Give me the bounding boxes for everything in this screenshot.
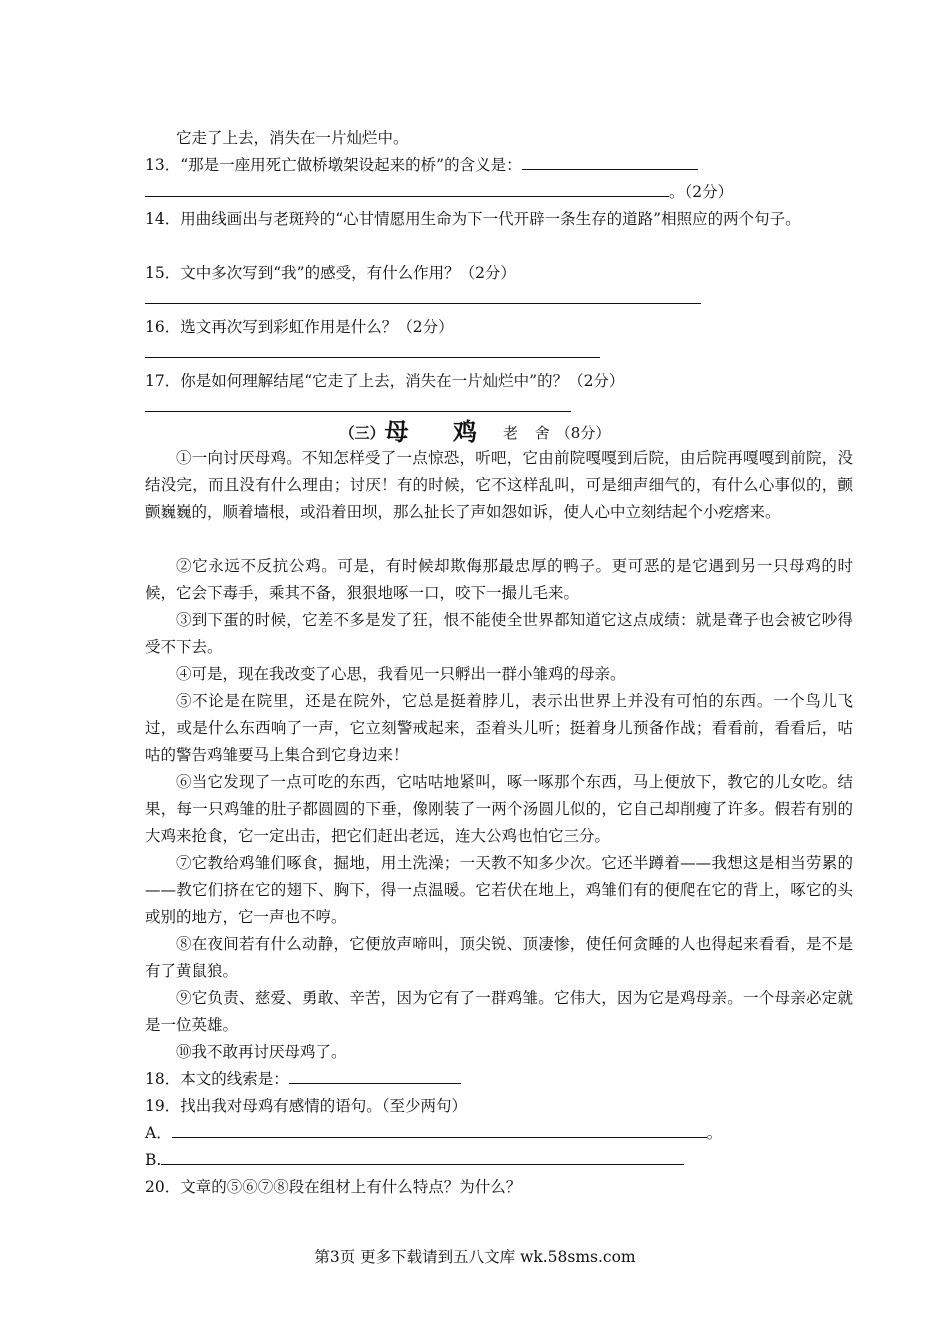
passage-paragraph-7: ⑦它教给鸡雏们啄食，掘地，用土洗澡；一天教不知多少次。它还半蹲着——我想这是相当劳累的——教它们挤在它的翅下、胸下，得一点温暖。它若伏在地上，鸡雏们有的便爬在它的背上，啄它的头或别的地方，它一声也不哼。 <box>145 854 853 926</box>
carry-over-line: 它走了上去，消失在一片灿烂中。 <box>176 129 409 147</box>
passage-paragraph-3: ③到下蛋的时候，它差不多是发了狂，恨不能使全世界都知道它这点成绩：就是聋子也会被它吵得受不下去。 <box>145 611 853 656</box>
section-title <box>0 417 950 448</box>
question-13-continuation <box>145 179 733 206</box>
passage-paragraph-2: ②它永远不反抗公鸡。可是，有时候却欺侮那最忠厚的鸭子。更可恶的是它遇到另一只母鸡的时候，它会下毒手，乘其不备，狠狠地啄一口，咬下一撮儿毛来。 <box>145 557 853 602</box>
answer-line-17[interactable] <box>145 411 571 412</box>
question-19-a-end: 。 <box>706 1124 723 1142</box>
question-18 <box>145 1066 461 1093</box>
question-14: 14．用曲线画出与老斑羚的“心甘情愿用生命为下一代开辟一条生存的道路”相照应的两个句子。 <box>145 210 801 228</box>
question-15: 15．文中多次写到“我”的感受，有什么作用？（2分） <box>145 264 516 282</box>
question-19-a <box>145 1120 722 1147</box>
question-18-text: 18．本文的线索是： <box>145 1070 289 1088</box>
question-17: 17．你是如何理解结尾“它走了上去，消失在一片灿烂中”的？（2分） <box>145 372 625 390</box>
answer-blank-19a[interactable] <box>172 1121 707 1138</box>
answer-blank-13a[interactable] <box>522 153 698 170</box>
passage-paragraph-5: ⑤不论是在院里，还是在院外，它总是挺着脖儿，表示出世界上并没有可怕的东西。一个鸟儿飞过，或是什么东西响了一声，它立刻警戒起来，歪着头儿听；挺着身儿预备作战；看看前，看看后，咕咕的警告鸡雏要马上集合到它身边来！ <box>145 692 853 764</box>
section-number: （三） <box>339 424 385 442</box>
question-13-text: 13．“那是一座用死亡做桥墩架设起来的桥”的含义是： <box>145 156 522 174</box>
page-footer: 第3页 更多下载请到五八文库 wk.58sms.com <box>314 1248 636 1266</box>
question-19: 19．找出我对母鸡有感情的语句。（至少两句） <box>145 1097 467 1115</box>
question-13 <box>145 152 698 179</box>
passage-paragraph-1: ①一向讨厌母鸡。不知怎样受了一点惊恐，听吧，它由前院嘎嘎到后院，由后院再嘎嘎到前院，没结没完，而且没有什么理由；讨厌！有的时候，它不这样乱叫，可是细声细气的，有什么心事似的，颤颤巍巍的，顺着墙根，或沿着田坝，那么扯长了声如怨如诉，使人心中立刻结起个小疙瘩来。 <box>145 449 853 521</box>
answer-line-16[interactable] <box>145 357 600 358</box>
question-19-b-label: B. <box>145 1151 162 1169</box>
passage-paragraph-6: ⑥当它发现了一点可吃的东西，它咕咕地紧叫，啄一啄那个东西，马上便放下，教它的儿女吃。结果，每一只鸡雏的肚子都圆圆的下垂，像刚装了一两个汤圆儿似的，它自己却削瘦了许多。假若有别的大鸡来抢食，它一定出击，把它们赶出老远，连大公鸡也怕它三分。 <box>145 773 853 845</box>
question-19-a-label: A． <box>145 1124 172 1142</box>
passage-paragraph-10: ⑩我不敢再讨厌母鸡了。 <box>176 1043 347 1061</box>
passage-paragraph-9: ⑨它负责、慈爱、勇敢、辛苦，因为它有了一群鸡雏。它伟大，因为它是鸡母亲。一个母亲必定就是一位英雄。 <box>145 989 853 1034</box>
section-points: （8分） <box>555 424 611 442</box>
passage-paragraph-4: ④可是，现在我改变了心思，我看见一只孵出一群小雏鸡的母亲。 <box>176 665 626 683</box>
answer-blank-18[interactable] <box>289 1067 461 1084</box>
question-16: 16．选文再次写到彩虹作用是什么？（2分） <box>145 318 454 336</box>
passage-paragraph-8: ⑧在夜间若有什么动静，它便放声啼叫，顶尖锐、顶凄惨，使任何贪睡的人也得起来看看，是不是有了黄鼠狼。 <box>145 935 853 980</box>
question-19-b <box>145 1147 684 1174</box>
answer-blank-19b[interactable] <box>161 1148 684 1165</box>
question-13-end: 。（2分） <box>669 183 734 201</box>
answer-blank-13b[interactable] <box>145 180 669 197</box>
section-heading: 母 鸡 <box>384 417 496 446</box>
section-author: 老 舍 <box>503 424 556 442</box>
answer-line-15[interactable] <box>145 303 701 304</box>
question-20: 20．文章的⑤⑥⑦⑧段在组材上有什么特点？为什么？ <box>145 1178 522 1196</box>
